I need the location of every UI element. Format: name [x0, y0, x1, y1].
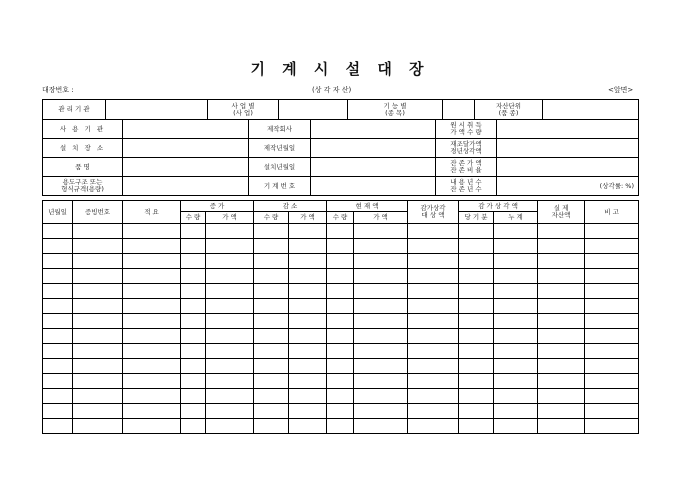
ledger-cell[interactable] [181, 344, 206, 359]
asset-detail-table [42, 119, 639, 196]
ledger-cell[interactable] [73, 284, 123, 299]
ledger-cell[interactable] [459, 359, 494, 374]
business-value[interactable] [279, 100, 348, 120]
ledger-cell[interactable] [327, 269, 354, 284]
ledger-cell[interactable] [254, 269, 289, 284]
item-name-label: 품 명 [43, 158, 123, 177]
ledger-cell[interactable] [494, 419, 538, 434]
table-row [43, 269, 639, 284]
col-voucher: 증빙번호 [73, 201, 123, 224]
ledger-cell[interactable] [73, 269, 123, 284]
ledger-cell[interactable] [354, 314, 408, 329]
manufacture-date-value[interactable] [311, 139, 436, 158]
ledger-cell[interactable] [254, 344, 289, 359]
mgmt-org-value[interactable] [106, 100, 208, 120]
ledger-cell[interactable] [43, 329, 73, 344]
ledger-cell[interactable] [459, 224, 494, 239]
ledger-cell[interactable] [538, 314, 585, 329]
ledger-cell[interactable] [254, 224, 289, 239]
ledger-cell[interactable] [494, 239, 538, 254]
ledger-cell[interactable] [327, 239, 354, 254]
ledger-cell[interactable] [585, 224, 639, 239]
residual-value[interactable] [497, 158, 639, 177]
col-decrease-qty: 수 량 [254, 212, 289, 224]
ledger-cell[interactable] [494, 389, 538, 404]
ledger-cell[interactable] [289, 239, 327, 254]
ledger-cell[interactable] [408, 284, 459, 299]
ledger-cell[interactable] [408, 389, 459, 404]
col-date: 년월일 [43, 201, 73, 224]
ledger-cell[interactable] [289, 269, 327, 284]
ledger-cell[interactable] [73, 404, 123, 419]
ledger-cell[interactable] [354, 359, 408, 374]
ledger-cell[interactable] [354, 404, 408, 419]
ledger-cell[interactable] [459, 419, 494, 434]
ledger-cell[interactable] [73, 389, 123, 404]
ledger-cell[interactable] [181, 269, 206, 284]
ledger-cell[interactable] [181, 389, 206, 404]
ledger-cell[interactable] [73, 254, 123, 269]
ledger-cell[interactable] [354, 329, 408, 344]
ledger-cell[interactable] [254, 404, 289, 419]
ledger-cell[interactable] [494, 404, 538, 419]
ledger-cell[interactable] [354, 419, 408, 434]
ledger-cell[interactable] [408, 254, 459, 269]
ledger-cell[interactable] [123, 329, 181, 344]
ledger-cell[interactable] [494, 329, 538, 344]
ledger-cell[interactable] [585, 419, 639, 434]
ledger-cell[interactable] [123, 404, 181, 419]
table-row [43, 329, 639, 344]
table-row [43, 374, 639, 389]
ledger-cell[interactable] [206, 239, 254, 254]
ledger-cell[interactable] [408, 269, 459, 284]
ledger-cell[interactable] [327, 254, 354, 269]
ledger-cell[interactable] [254, 419, 289, 434]
ledger-cell[interactable] [354, 389, 408, 404]
ledger-cell[interactable] [408, 404, 459, 419]
ledger-cell[interactable] [43, 374, 73, 389]
ledger-cell[interactable] [289, 314, 327, 329]
ledger-cell[interactable] [289, 299, 327, 314]
ledger-cell[interactable] [206, 314, 254, 329]
ledger-cell[interactable] [289, 344, 327, 359]
ledger-cell[interactable] [73, 419, 123, 434]
asset-category: (상 각 자 산) [312, 86, 352, 94]
ledger-cell[interactable] [538, 359, 585, 374]
asset-info-table [42, 99, 639, 120]
table-row [43, 419, 639, 434]
ledger-cell[interactable] [73, 239, 123, 254]
ledger-cell[interactable] [123, 389, 181, 404]
ledger-cell[interactable] [181, 374, 206, 389]
ledger-cell[interactable] [254, 314, 289, 329]
orig-cost-value[interactable] [497, 120, 639, 139]
ledger-cell[interactable] [206, 389, 254, 404]
col-present: 현 재 액 [327, 201, 408, 212]
ledger-cell[interactable] [459, 374, 494, 389]
ledger-cell[interactable] [123, 239, 181, 254]
ledger-cell[interactable] [123, 254, 181, 269]
ledger-cell[interactable] [181, 404, 206, 419]
ledger-cell[interactable] [43, 359, 73, 374]
ledger-cell[interactable] [73, 344, 123, 359]
ledger-cell[interactable] [585, 389, 639, 404]
ledger-cell[interactable] [494, 374, 538, 389]
user-org-value[interactable] [123, 120, 249, 139]
ledger-cell[interactable] [354, 254, 408, 269]
ledger-cell[interactable] [408, 344, 459, 359]
ledger-cell[interactable] [43, 269, 73, 284]
ledger-cell[interactable] [408, 299, 459, 314]
ledger-cell[interactable] [538, 389, 585, 404]
item-name-value[interactable] [123, 158, 249, 177]
ledger-cell[interactable] [585, 314, 639, 329]
ledger-rows [43, 224, 639, 434]
ledger-cell[interactable] [123, 419, 181, 434]
ledger-cell[interactable] [254, 374, 289, 389]
ledger-cell[interactable] [73, 374, 123, 389]
ledger-cell[interactable] [254, 359, 289, 374]
front-side-label: <앞면> [608, 86, 634, 94]
ledger-cell[interactable] [494, 254, 538, 269]
col-decrease: 감 소 [254, 201, 327, 212]
user-org-label: 사 용 기 관 [43, 120, 123, 139]
ledger-cell[interactable] [494, 359, 538, 374]
ledger-cell[interactable] [43, 284, 73, 299]
table-row [43, 404, 639, 419]
col-current-period: 당 기 분 [459, 212, 494, 224]
ledger-cell[interactable] [289, 389, 327, 404]
ledger-cell[interactable] [538, 269, 585, 284]
ledger-cell[interactable] [327, 359, 354, 374]
ledger-cell[interactable] [289, 329, 327, 344]
ledger-cell[interactable] [408, 239, 459, 254]
ledger-cell[interactable] [254, 389, 289, 404]
ledger-cell[interactable] [181, 254, 206, 269]
ledger-cell[interactable] [289, 254, 327, 269]
ledger-cell[interactable] [181, 299, 206, 314]
ledger-cell[interactable] [123, 314, 181, 329]
ledger-cell[interactable] [408, 419, 459, 434]
ledger-cell[interactable] [494, 299, 538, 314]
table-row [43, 284, 639, 299]
ledger-cell[interactable] [73, 314, 123, 329]
col-remarks: 비 고 [585, 201, 639, 224]
ledger-cell[interactable] [206, 224, 254, 239]
ledger-cell[interactable] [43, 314, 73, 329]
ledger-cell[interactable] [181, 314, 206, 329]
ledger-cell[interactable] [354, 284, 408, 299]
ledger-cell[interactable] [73, 299, 123, 314]
ledger-cell[interactable] [206, 404, 254, 419]
ledger-cell[interactable] [354, 299, 408, 314]
ledger-cell[interactable] [408, 224, 459, 239]
ledger-cell[interactable] [327, 329, 354, 344]
ledger-cell[interactable] [206, 419, 254, 434]
ledger-cell[interactable] [408, 314, 459, 329]
function-value[interactable] [443, 100, 475, 120]
ledger-cell[interactable] [73, 224, 123, 239]
ledger-cell[interactable] [327, 284, 354, 299]
ledger-cell[interactable] [585, 284, 639, 299]
ledger-cell[interactable] [123, 269, 181, 284]
table-row [43, 344, 639, 359]
ledger-cell[interactable] [585, 269, 639, 284]
ledger-cell[interactable] [538, 419, 585, 434]
ledger-cell[interactable] [408, 374, 459, 389]
ledger-cell[interactable] [585, 239, 639, 254]
ledger-cell[interactable] [206, 359, 254, 374]
ledger-cell[interactable] [206, 344, 254, 359]
ledger-cell[interactable] [43, 389, 73, 404]
ledger-cell[interactable] [459, 344, 494, 359]
col-cumulative: 누 계 [494, 212, 538, 224]
ledger-cell[interactable] [538, 404, 585, 419]
ledger-cell[interactable] [538, 374, 585, 389]
col-present-qty: 수 량 [327, 212, 354, 224]
ledger-cell[interactable] [327, 374, 354, 389]
col-present-amount: 가 액 [354, 212, 408, 224]
machine-no-label: 기 계 번 호 [249, 177, 311, 196]
ledger-cell[interactable] [327, 344, 354, 359]
ledger-cell[interactable] [289, 359, 327, 374]
col-decrease-amount: 가 액 [289, 212, 327, 224]
col-increase: 증 가 [181, 201, 254, 212]
ledger-number-label: 대장번호 : [42, 86, 74, 94]
install-date-value[interactable] [311, 158, 436, 177]
ledger-cell[interactable] [538, 329, 585, 344]
table-row [43, 359, 639, 374]
ledger-cell[interactable] [181, 239, 206, 254]
manufacturer-label: 제작회사 [249, 120, 311, 139]
ledger-cell[interactable] [206, 299, 254, 314]
ledger-cell[interactable] [459, 314, 494, 329]
ledger-cell[interactable] [459, 254, 494, 269]
revaluation-label: 재조달가액 경년상각액 [436, 139, 497, 158]
ledger-cell[interactable] [206, 269, 254, 284]
ledger-cell[interactable] [206, 284, 254, 299]
ledger-cell[interactable] [181, 419, 206, 434]
ledger-cell[interactable] [181, 284, 206, 299]
asset-unit-label: 자산단위 (품 종) [475, 100, 543, 120]
orig-cost-label: 원 시 취 득 가 액 수 량 [436, 120, 497, 139]
ledger-cell[interactable] [494, 284, 538, 299]
ledger-cell[interactable] [327, 314, 354, 329]
ledger-cell[interactable] [181, 359, 206, 374]
ledger-cell[interactable] [289, 284, 327, 299]
ledger-cell[interactable] [327, 404, 354, 419]
ledger-cell[interactable] [585, 404, 639, 419]
spec-value[interactable] [123, 177, 249, 196]
ledger-cell[interactable] [494, 224, 538, 239]
ledger-cell[interactable] [538, 344, 585, 359]
ledger-cell[interactable] [354, 269, 408, 284]
ledger-cell[interactable] [538, 299, 585, 314]
ledger-cell[interactable] [43, 419, 73, 434]
ledger-cell[interactable] [327, 389, 354, 404]
ledger-cell[interactable] [459, 284, 494, 299]
install-date-label: 설치년월일 [249, 158, 311, 177]
ledger-cell[interactable] [43, 239, 73, 254]
ledger-cell[interactable] [123, 224, 181, 239]
machine-no-value[interactable] [311, 177, 436, 196]
ledger-cell[interactable] [459, 329, 494, 344]
ledger-cell[interactable] [538, 239, 585, 254]
depreciation-rate[interactable]: (상각률: %) [497, 177, 639, 196]
ledger-cell[interactable] [123, 299, 181, 314]
col-increase-amount: 가 액 [206, 212, 254, 224]
ledger-cell[interactable] [206, 329, 254, 344]
ledger-cell[interactable] [354, 374, 408, 389]
ledger-cell[interactable] [408, 329, 459, 344]
ledger-cell[interactable] [254, 254, 289, 269]
table-row [43, 314, 639, 329]
ledger-cell[interactable] [354, 224, 408, 239]
ledger-cell[interactable] [181, 329, 206, 344]
ledger-cell[interactable] [73, 359, 123, 374]
ledger-cell[interactable] [408, 359, 459, 374]
function-label: 기 능 별 (종 목) [348, 100, 443, 120]
ledger-cell[interactable] [354, 344, 408, 359]
ledger-cell[interactable] [289, 404, 327, 419]
ledger-cell[interactable] [327, 224, 354, 239]
ledger-cell[interactable] [254, 329, 289, 344]
ledger-cell[interactable] [494, 344, 538, 359]
ledger-cell[interactable] [327, 299, 354, 314]
table-row [43, 389, 639, 404]
ledger-cell[interactable] [459, 299, 494, 314]
ledger-cell[interactable] [585, 299, 639, 314]
install-place-label: 설 치 장 소 [43, 139, 123, 158]
ledger-cell[interactable] [459, 269, 494, 284]
ledger-cell[interactable] [538, 224, 585, 239]
ledger-cell[interactable] [123, 344, 181, 359]
ledger-cell[interactable] [254, 284, 289, 299]
table-row [43, 299, 639, 314]
ledger-cell[interactable] [585, 329, 639, 344]
ledger-cell[interactable] [327, 419, 354, 434]
manufacturer-value[interactable] [311, 120, 436, 139]
asset-unit-value[interactable] [543, 100, 639, 120]
ledger-cell[interactable] [585, 374, 639, 389]
ledger-cell[interactable] [123, 374, 181, 389]
ledger-cell[interactable] [43, 254, 73, 269]
ledger-cell[interactable] [459, 239, 494, 254]
manufacture-date-label: 제작년월일 [249, 139, 311, 158]
spec-label: 용도구조 또는 형식규격(용량) [43, 177, 123, 196]
revaluation-value[interactable] [497, 139, 639, 158]
business-label: 사 업 별 (사 업) [208, 100, 279, 120]
col-summary: 적 요 [123, 201, 181, 224]
ledger-cell[interactable] [43, 299, 73, 314]
ledger-cell[interactable] [354, 239, 408, 254]
table-row [43, 254, 639, 269]
ledger-table [42, 200, 639, 434]
ledger-cell[interactable] [43, 344, 73, 359]
ledger-cell[interactable] [494, 314, 538, 329]
col-accum-depr: 감 가 상 각 액 [459, 201, 538, 212]
col-depr-base: 감가상각 대 상 액 [408, 201, 459, 224]
ledger-cell[interactable] [459, 404, 494, 419]
ledger-cell[interactable] [585, 359, 639, 374]
table-row [43, 224, 639, 239]
table-row [43, 239, 639, 254]
ledger-cell[interactable] [585, 344, 639, 359]
col-net-value: 실 제 자산액 [538, 201, 585, 224]
ledger-cell[interactable] [254, 299, 289, 314]
install-place-value[interactable] [123, 139, 249, 158]
document-title: 기 계 시 설 대 장 [250, 60, 430, 78]
ledger-cell[interactable] [43, 404, 73, 419]
ledger-cell[interactable] [73, 329, 123, 344]
ledger-cell[interactable] [123, 284, 181, 299]
ledger-cell[interactable] [585, 254, 639, 269]
ledger-cell[interactable] [181, 224, 206, 239]
ledger-cell[interactable] [289, 224, 327, 239]
ledger-cell[interactable] [289, 374, 327, 389]
residual-label: 잔 존 가 액 잔 존 비 율 [436, 158, 497, 177]
ledger-cell[interactable] [43, 224, 73, 239]
ledger-cell[interactable] [538, 254, 585, 269]
life-label: 내 용 년 수 잔 존 년 수 [436, 177, 497, 196]
ledger-cell[interactable] [289, 419, 327, 434]
ledger-cell[interactable] [459, 389, 494, 404]
ledger-cell[interactable] [538, 284, 585, 299]
ledger-cell[interactable] [206, 254, 254, 269]
ledger-cell[interactable] [123, 359, 181, 374]
ledger-cell[interactable] [206, 374, 254, 389]
mgmt-org-label: 관 리 기 관 [43, 100, 106, 120]
col-increase-qty: 수 량 [181, 212, 206, 224]
ledger-cell[interactable] [254, 239, 289, 254]
ledger-cell[interactable] [494, 269, 538, 284]
